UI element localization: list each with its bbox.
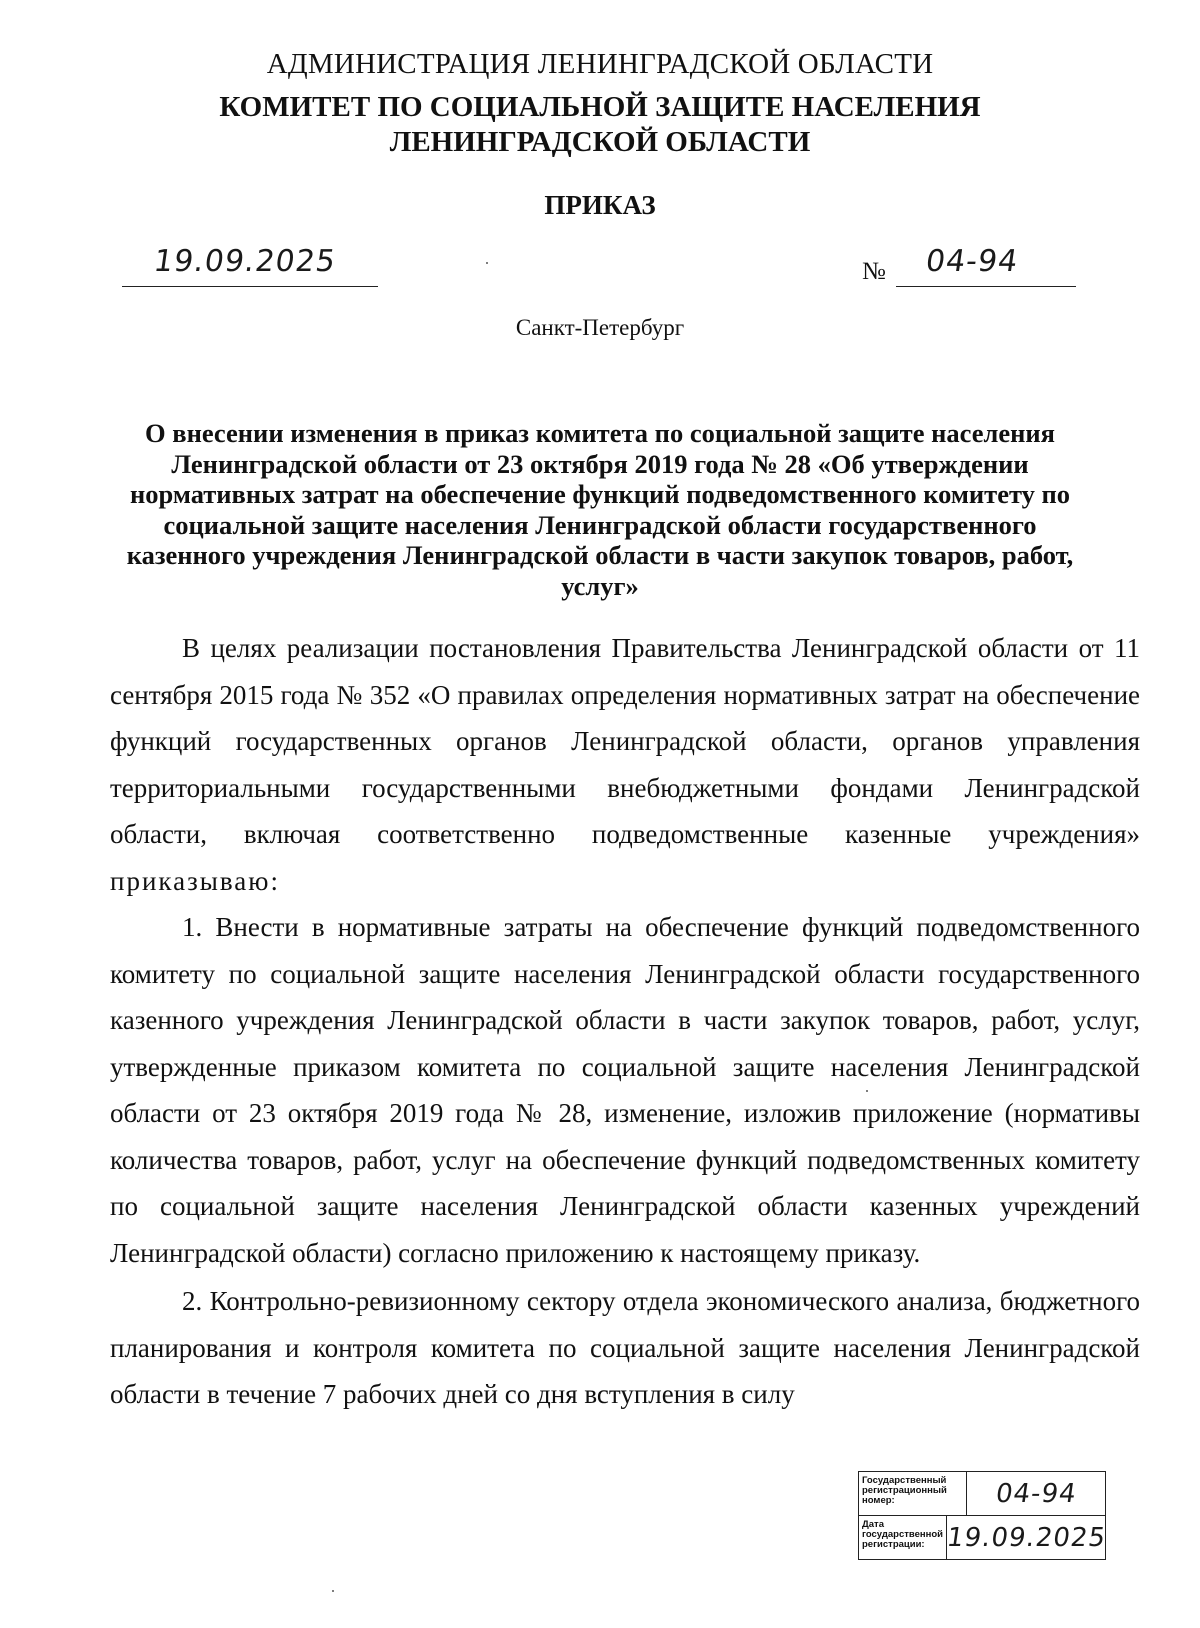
document-type: ПРИКАЗ <box>544 190 656 220</box>
order-number-field <box>896 244 1076 287</box>
number-sign: № <box>862 258 886 285</box>
registration-number-handwritten: 04-94 <box>993 1478 1079 1509</box>
order-number-handwritten: 04-94 <box>923 244 1021 279</box>
registration-date-row <box>859 1515 1108 1559</box>
item-2-paragraph: 2. Контрольно-ревизионному сектору отдела экономического анализа, бюджетного планирования и контроля комитета по социальной защите населения Ленинградской области в течение 7 рабочих дней со дня вступления в силу <box>110 1286 1140 1409</box>
city-name: Санкт-Петербург <box>515 315 685 340</box>
scan-speck <box>486 262 488 264</box>
registration-stamp <box>858 1471 1106 1560</box>
registration-date-value <box>944 1516 1108 1559</box>
order-word: приказываю: <box>110 865 280 896</box>
scan-speck <box>332 1590 334 1592</box>
order-date-handwritten: 19.09.2025 <box>151 244 339 279</box>
committee-heading-line2: ЛЕНИНГРАДСКОЙ ОБЛАСТИ <box>389 126 811 158</box>
committee-heading <box>0 90 1200 160</box>
registration-date-handwritten: 19.09.2025 <box>944 1522 1108 1553</box>
registration-date-label: Дата государственной регистрации: <box>859 1516 947 1559</box>
committee-heading-line1: КОМИТЕТ ПО СОЦИАЛЬНОЙ ЗАЩИТЕ НАСЕЛЕНИЯ <box>219 91 981 123</box>
scan-speck <box>866 1090 868 1092</box>
order-date-field <box>122 244 378 287</box>
preamble-text: В целях реализации постановления Правительства Ленинградской области от 11 сентября 2015 года № 352 «О правилах определения нормативных затрат на обеспечение функций государственных органов Ленинградской области, органов управления территориальными государственными внебюджетными фондами Ленинградской области, включая соответственно подведомственные казенные учреждения» <box>110 633 1140 849</box>
preamble-paragraph <box>110 625 1140 904</box>
item-1-paragraph: 1. Внести в нормативные затраты на обеспечение функций подведомственного комитету по социальной защите населения Ленинградской области государственного казенного учреждения Ленинградской области в части закупок товаров, работ, услуг, утвержденные приказом комитета по социальной защите населения Ленинградской области от 23 октября 2019 года № 28, изменение, изложив приложение (нормативы количества товаров, работ, услуг на обеспечение функций подведомственных комитету по социальной защите населения Ленинградской области казенных учреждений Ленинградской области) согласно приложению к настоящему приказу. <box>110 912 1140 1268</box>
order-title: О внесении изменения в приказ комитета по социальной защите населения Ленинградской области от 23 октября 2019 года № 28 «Об утверждении нормативных затрат на обеспечение функций подведомственного комитету по социальной защите населения Ленинградской области государственного казенного учреждения Ленинградской области в части закупок товаров, работ, услуг» <box>126 418 1074 601</box>
order-body <box>110 625 1140 1418</box>
registration-number-value <box>967 1472 1105 1515</box>
administration-heading: АДМИНИСТРАЦИЯ ЛЕНИНГРАДСКОЙ ОБЛАСТИ <box>266 48 934 80</box>
registration-number-row <box>859 1472 1105 1515</box>
registration-number-label: Государственный регистрационный номер: <box>859 1472 967 1515</box>
